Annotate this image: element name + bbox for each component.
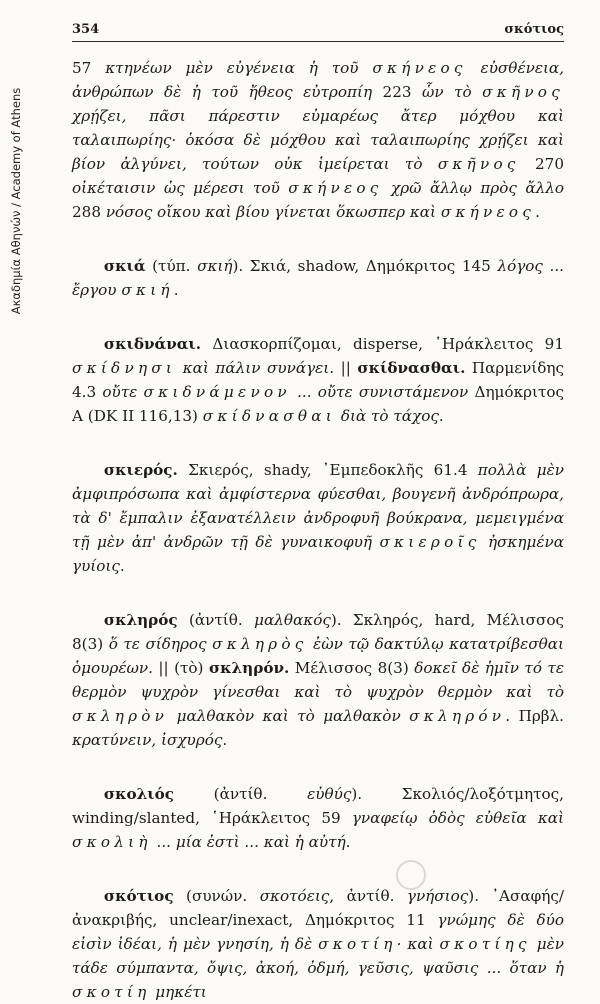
headword: σκίδνασθαι. [357, 359, 466, 377]
greek-quote: · καὶ [396, 935, 440, 953]
greek-quote: νόσος οἴκου καὶ βίου γίνεται ὅκωσπερ καὶ [105, 203, 441, 221]
library-watermark [8, 46, 24, 356]
running-head: σκότιος [504, 22, 564, 37]
entry-text: . [345, 833, 351, 851]
entry-text: (ἀντίθ. [177, 611, 255, 629]
spaced-keyword: σκληρόν [409, 707, 506, 725]
entry-text: . [535, 203, 540, 221]
entry-text: 57 [72, 59, 106, 77]
spaced-keyword: σκιεροῖς [379, 533, 481, 551]
entry-text: Σκιερός, shady, ᾿Εμπεδοκλῆς 61.4 [177, 461, 478, 479]
faint-stamp-watermark [396, 858, 546, 892]
spaced-keyword: σκολιὴ [72, 833, 152, 851]
greek-quote: εὐσθένεια, ἀνθρώπων δὲ ἡ τοῦ ἤθεος εὐτροπίη [72, 59, 565, 101]
entry-text: Διασκορπίζομαι, disperse, ῾Ηράκλειτος 91 [201, 335, 564, 353]
spaced-keyword: σκοτίη [318, 935, 397, 953]
headword: σκιδνάναι. [103, 335, 202, 353]
headword: σκότιος [103, 887, 174, 905]
greek-quote: καὶ πάλιν συνάγει. [176, 359, 335, 377]
spaced-keyword: σκοτίης [439, 935, 531, 953]
headword: σκιά [103, 257, 146, 275]
entry-text: || [334, 359, 358, 377]
continued-entry [72, 56, 564, 224]
entry-text: ). Σκιά, shadow, Δημόκριτος 145 [232, 257, 498, 275]
lemma-entry [72, 608, 564, 752]
spaced-keyword: σκληρὸς [212, 635, 308, 653]
entry-text: 270 [519, 155, 564, 173]
entry-text: . [222, 731, 228, 749]
entry-text: (ἀντίθ. [174, 785, 308, 803]
entry-text: 288 [72, 203, 106, 221]
entry-text: , ἀντίθ. [329, 887, 407, 905]
greek-quote: σκοτόεις [259, 887, 330, 905]
entry-text: || (τὸ) [152, 659, 209, 677]
spaced-keyword: σκίδνασθαι [202, 407, 336, 425]
spaced-keyword: σκῆνος [437, 155, 520, 173]
greek-quote: μηκέτι [150, 983, 207, 1001]
entry-text: (τύπ. [145, 257, 198, 275]
spaced-keyword: σκήνεος [440, 203, 536, 221]
entry-text: 223 [382, 83, 422, 101]
greek-quote: μαλθακὸν καὶ τὸ μαλθακὸν [168, 707, 410, 725]
lemma-entry [72, 332, 564, 428]
spaced-keyword: σκήνεος [288, 179, 383, 197]
greek-quote: δοκεῖ δὲ ἡμῖν τό τε θερμὸν ψυχρὸν γίνεσθαι καὶ τὸ ψυχρὸν θερμὸν καὶ τὸ [72, 659, 564, 701]
spaced-keyword: σκίδνησι [72, 359, 177, 377]
greek-quote: κρατύνειν, ἰσχυρός [72, 731, 223, 749]
greek-quote: διὰ τὸ τάχος [336, 407, 439, 425]
greek-quote: σκιή [197, 257, 233, 275]
greek-quote: ... μία ἐστὶ ... καὶ ἡ αὐτή [151, 833, 346, 851]
spaced-keyword: σκοτίη [72, 983, 151, 1001]
greek-quote: μαλθακός [254, 611, 331, 629]
greek-quote: ἠσκημένα γυίοις [72, 533, 564, 575]
dictionary-page [72, 22, 564, 1004]
greek-quote: χρῶ ἄλλῳ πρὸς ἄλλο [382, 179, 564, 197]
greek-quote: γναφείῳ ὁδὸς εὐθεῖα καὶ [351, 809, 564, 827]
lemma-entry [72, 884, 564, 1004]
seal-icon [396, 860, 426, 890]
headword: σκληρόν. [208, 659, 290, 677]
spaced-keyword: σκιή [121, 281, 174, 299]
spaced-keyword: σκῆνος [482, 83, 564, 101]
entry-text: Δημόκριτος Α (DK II 116,13) [72, 383, 565, 425]
entry-text: . Πρβλ. [505, 707, 564, 725]
watermark-text: Ακαδημία Αθηνών / Academy of Athens [9, 87, 24, 315]
headword: σκιερός. [103, 461, 178, 479]
greek-quote: ὧν τὸ [422, 83, 483, 101]
entry-text: (συνών. [173, 887, 260, 905]
greek-quote: χρῄζει, πᾶσι πάρεστιν εὐμαρέως ἄτερ μόχθου καὶ ταλαιπωρίης· ὁκόσα δὲ μόχθου καὶ ταλαιπωρίης χρῄζει καὶ βίον ἀλγύνει, τούτων οὐκ ἱμείρεται τὸ [72, 107, 564, 173]
entry-text: . [173, 281, 179, 299]
entry-text: ). ᾿Ασαφής/ἀνακριβής, unclear/inexact, Δημόκριτος 11 [72, 887, 565, 929]
entry-text: Μέλισσος 8(3) [289, 659, 415, 677]
greek-quote: γνώμης δὲ δύο εἰσὶν ἰδέαι, ἡ μὲν γνησίη, ἡ δὲ [72, 911, 564, 953]
spaced-keyword: σκληρὸν [72, 707, 169, 725]
greek-quote: οὔτε [102, 383, 144, 401]
entry-text: . [119, 557, 125, 575]
spaced-keyword: σκιδνάμενον [143, 383, 291, 401]
entry-text: ). Σκληρός, hard, Μέλισσος 8(3) [72, 611, 564, 653]
greek-quote: κτηνέων μὲν εὐγένεια ἡ τοῦ [105, 59, 373, 77]
greek-quote: μὲν τάδε σύμπαντα, ὄψις, ἀκοή, ὀδμή, γεῦσις, ψαῦσις ... ὅταν ἡ [72, 935, 564, 977]
entry-text: . [438, 407, 444, 425]
entry-text: ). Σκολιός/λοξότμητος, winding/slanted, ῾Ηράκλειτος 59 [72, 785, 564, 827]
greek-quote: ὅ τε σίδηρος [108, 635, 213, 653]
greek-quote: γνήσιος [406, 887, 469, 905]
greek-quote: λόγος ... ἔργου [72, 257, 564, 299]
headword: σκολιός [103, 785, 174, 803]
greek-quote: ἐὼν τῷ δακτύλῳ κατατρίβεσθαι ὁμουρέων. [72, 635, 564, 677]
headword: σκληρός [103, 611, 178, 629]
entry-text: Παρμενίδης 4.3 [72, 359, 565, 401]
greek-quote: πολλὰ μὲν ἀμφιπρόσωπα καὶ ἀμφίστερνα φύεσθαι, βουγενῆ ἀνδρόπρωρα, τὰ δ' ἔμπαλιν ἐξανατέλλειν ἀνδροφυῆ βούκρανα, μεμειγμένα τῇ μὲν ἀπ' ἀνδρῶν τῇ δὲ γυναικοφυῆ [72, 461, 564, 551]
running-header [72, 22, 564, 42]
lemma-entry [72, 782, 564, 854]
greek-quote: οἰκέταισιν ὡς μέρεσι τοῦ [72, 179, 289, 197]
lemma-entry [72, 458, 564, 578]
greek-quote: εὐθύς [307, 785, 352, 803]
page-number: 354 [72, 22, 100, 37]
lemma-entry [72, 254, 564, 302]
greek-quote: ... οὔτε συνιστάμενον [290, 383, 469, 401]
spaced-keyword: σκήνεος [372, 59, 467, 77]
